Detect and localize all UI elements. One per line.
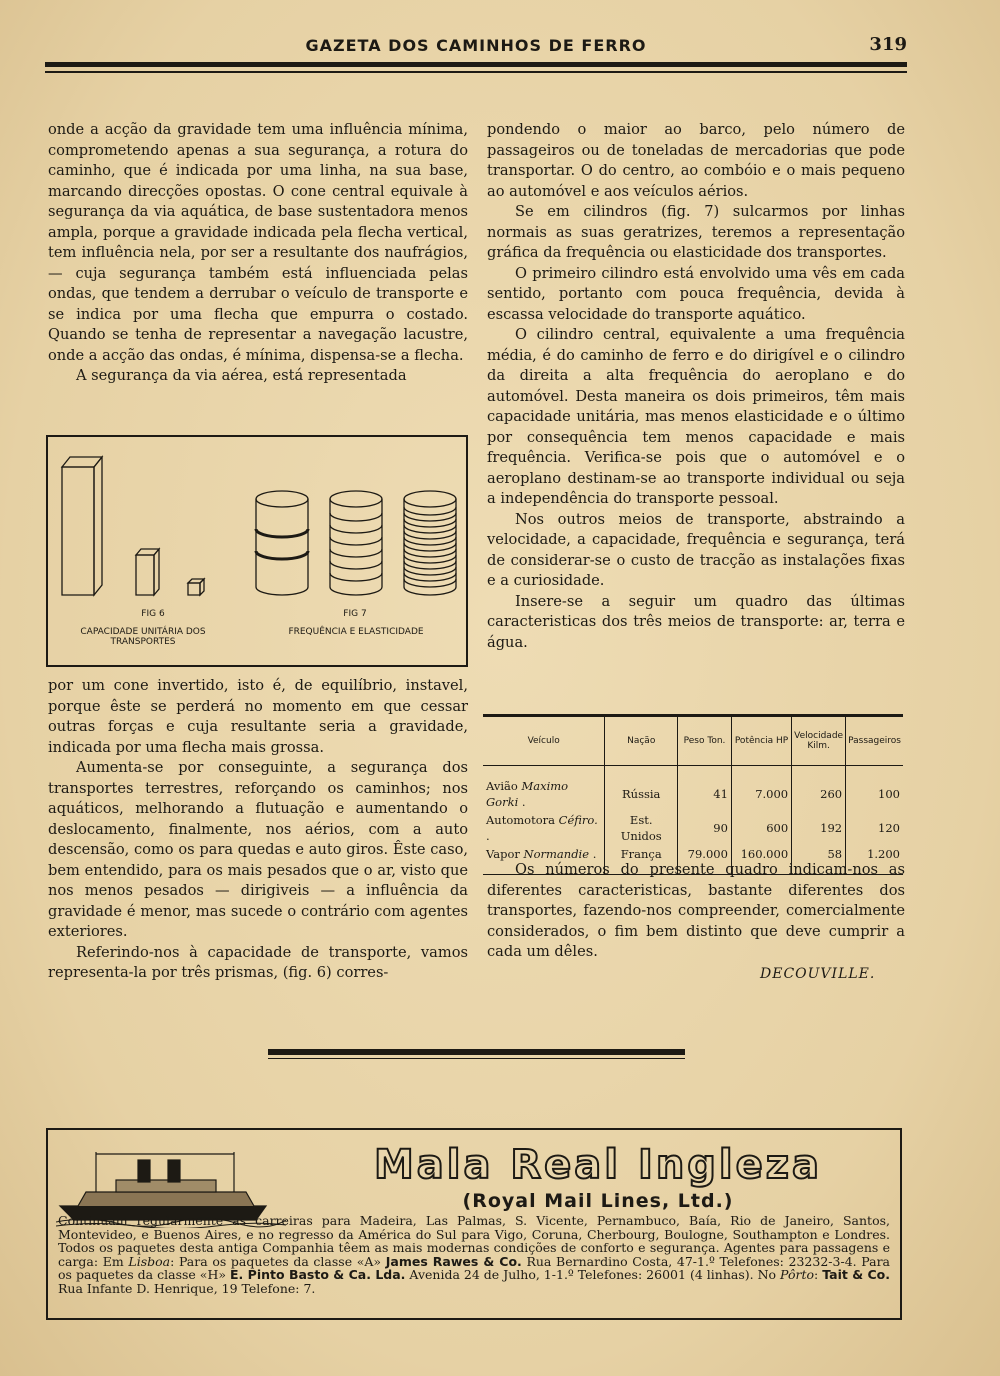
col-header-nation: Nação: [605, 716, 678, 766]
fig6-caption: CAPACIDADE UNITÁRIA DOS TRANSPORTES: [80, 627, 206, 647]
ad-text-segment: Continuam regularmente as carreiras para Madeira, Las Palmas, S. Vicente, Pernambuco, Baía, Rio de Janeiro, Santos, Montevideo, e Buenos Aires, e no regresso da América do Sul para Vigo, Coruna, Cherbourg, Boulogne, Southampton e Londres. Todos os paquetes desta antiga Companhia têem as mais modernas condições de conforto e segurança. Agentes para passagens e carga: Em: [58, 1213, 890, 1269]
speed-cell: 58: [792, 845, 846, 875]
cylinder-high-frequency: [404, 491, 456, 595]
power-cell: 160.000: [731, 845, 791, 875]
passengers-cell: 100: [846, 766, 903, 812]
power-cell: 7.000: [731, 766, 791, 812]
cylinder-low-frequency: [256, 491, 308, 595]
ad-text-segment: :: [814, 1267, 823, 1283]
ad-title: Mala Real Ingleza: [373, 1142, 823, 1188]
col-header-speed: Velocidade Kilm.: [792, 716, 846, 766]
vehicle-type: Automotora: [486, 813, 559, 827]
weight-cell: 41: [678, 766, 732, 812]
section-divider: [268, 1049, 685, 1055]
paragraph: pondendo o maior ao barco, pelo número de passageiros ou de toneladas de mercadorias que pode transportar. O do centro, ao combóio e o mais pequeno ao automóvel e aos veículos aérios.: [487, 121, 905, 200]
ad-city: Pôrto: [780, 1267, 815, 1283]
vehicle-cell: Automotora Céfiro. .: [486, 813, 598, 843]
transport-table: [483, 714, 903, 875]
section-divider-thin: [268, 1058, 685, 1059]
header-rule-thin: [45, 71, 907, 73]
nation-cell: Rússia: [605, 766, 678, 812]
figure-6-7: [46, 435, 468, 667]
page-header: [45, 34, 907, 58]
power-cell: 600: [731, 811, 791, 845]
ad-text-segment: Avenida 24 de Julho, 1-1.º Telefones: 26001 (4 linhas). No: [405, 1267, 781, 1283]
vehicle-type: Avião: [486, 779, 522, 793]
paragraph: onde a acção da gravidade tem uma influência mínima, comprometendo apenas a sua segurança, a rotura do caminho, que é indicada por uma linha, na sua base, marcando direcções opostas. O cone central equivale à segurança da via aquática, de base sustentadora menos ampla, porque a gravidade indicada pela flecha vertical, tem influência nela, por ser a resultante dos naufrágios, — cuja segurança também está influenciada pelas ondas, que tendem a derrubar o veículo de transporte e se indica por uma flecha que empurra o costado. Quando se tenha de representar a navegação lacustre, onde a acção das ondas, é mínima, dispensa-se a flecha.: [48, 121, 468, 364]
ad-subtitle: (Royal Mail Lines, Ltd.): [462, 1190, 734, 1212]
col-header-power: Potência HP: [731, 716, 791, 766]
paragraph: A segurança da via aérea, está representada: [76, 367, 407, 384]
ad-text-segment: Rua Bernardino Costa, 47-1.º Telefones: 23232-3-4. Para os paquetes da classe «H»: [58, 1253, 891, 1283]
paragraph: O cilindro central, equivalente a uma frequência média, é do caminho de ferro e do dirigível e o cilindro da direita a alta frequência do aeroplano e do automóvel. Desta maneira os dois primeiros, têm mais capacidade unitária, mas menos elasticidade e o último por consequência tem menos capacidade e mais frequência. Verifica-se pois que o automóvel e o aeroplano destinam-se ao transporte individual ou seja a independência do transporte pessoal.: [487, 326, 905, 507]
left-column-top: [48, 120, 468, 387]
paragraph: por um cone invertido, isto é, de equilíbrio, instavel, porque êste se perderá no momento em que cessar outras forças e cuja resultante seria a gravidade, indicada por uma flecha mais grossa.: [48, 677, 468, 756]
ad-city: Lisboa: [128, 1253, 171, 1269]
paragraph: Aumenta-se por conseguinte, a segurança dos transportes terrestres, reforçando os caminhos; nos aquáticos, melhorando a flutuação e aumentando o deslocamento, finalmente, nos aérios, com a auto descensão, como os para quedas e auto giros. Êste caso, bem entendido, para os mais pesados que o ar, visto que nos menos pesados — dirigiveis — a influência da gravidade é menor, mas sucede o contrário com agentes exteriores.: [48, 759, 468, 940]
vehicle-cell: Avião Maximo Gorki .: [486, 779, 569, 809]
header-rule: [45, 62, 907, 67]
weight-cell: 90: [678, 811, 732, 845]
vehicle-name: Maximo Gorki: [486, 779, 569, 809]
vehicle-cell: Vapor Normandie .: [483, 845, 605, 875]
medium-prism: [136, 549, 159, 595]
publication-title: GAZETA DOS CAMINHOS DE FERRO: [305, 36, 647, 55]
advertisement-box: [46, 1128, 902, 1320]
paragraph: Os números do presente quadro indicam-nos as diferentes caracteristicas, bastante diferentes dos transportes, fazendo-nos compreender, comercialmente considerados, o fim bem distinto que deve cumprir a cada um dêles.: [487, 861, 905, 960]
paragraph: Se em cilindros (fig. 7) sulcarmos por linhas normais as suas geratrizes, teremos a representação gráfica da frequência ou elasticidade dos transportes.: [487, 203, 905, 261]
right-column-top: [487, 120, 905, 653]
right-column-bottom: [487, 860, 905, 963]
paragraph: Insere-se a seguir um quadro das últimas caracteristicas dos três meios de transporte: ar, terra e água.: [487, 592, 905, 651]
ad-text-segment: Rua Infante D. Henrique, 19 Telefone: 7.: [58, 1280, 316, 1296]
speed-cell: 260: [792, 766, 846, 812]
vehicle-type: Vapor: [486, 847, 524, 861]
small-prism: [188, 579, 204, 595]
table-row: [483, 811, 903, 845]
large-prism: [62, 457, 102, 595]
fig6-label: FIG 6: [141, 609, 165, 619]
page-number: 319: [869, 34, 907, 55]
ad-agent: James Rawes & Co.: [385, 1253, 522, 1269]
paragraph: Referindo-nos à capacidade de transporte, vamos representa-la por três prismas, (fig. 6) corres-: [48, 943, 468, 981]
fig7-label: FIG 7: [343, 609, 367, 619]
paragraph: O primeiro cilindro está envolvido uma vês em cada sentido, portanto com pouca frequência, devida à escassa velocidade do transporte aquático.: [487, 264, 905, 323]
nation-cell: França: [605, 845, 678, 875]
col-header-passengers: Passageiros: [846, 716, 903, 766]
author-signature: DECOUVILLE.: [760, 966, 876, 982]
speed-cell: 192: [792, 811, 846, 845]
ad-text-segment: : Para os paquetes da classe «A»: [170, 1253, 386, 1269]
ad-agent: E. Pinto Basto & Ca. Lda.: [230, 1267, 406, 1283]
vehicle-name: Céfiro.: [558, 813, 598, 827]
weight-cell: 79.000: [678, 845, 732, 875]
fig7-caption: FREQUÊNCIA E ELASTICIDADE: [288, 627, 424, 637]
col-header-vehicle: Veículo: [483, 716, 605, 766]
paragraph: Nos outros meios de transporte, abstraindo a velocidade, a capacidade, frequência e segurança, terá de considerar-se o custo de tracção as instalações fixas e a curiosidade.: [487, 510, 905, 589]
passengers-cell: 120: [846, 811, 903, 845]
ad-agent: Tait & Co.: [822, 1267, 891, 1283]
vehicle-name: Normandie: [523, 847, 590, 861]
table-row: [483, 766, 903, 812]
ad-body: [58, 1214, 890, 1296]
left-column-bottom: [48, 676, 468, 984]
cylinder-medium-frequency: [330, 491, 382, 595]
col-header-weight: Peso Ton.: [678, 716, 732, 766]
passengers-cell: 1.200: [846, 845, 903, 875]
nation-cell: Est. Unidos: [605, 811, 678, 845]
